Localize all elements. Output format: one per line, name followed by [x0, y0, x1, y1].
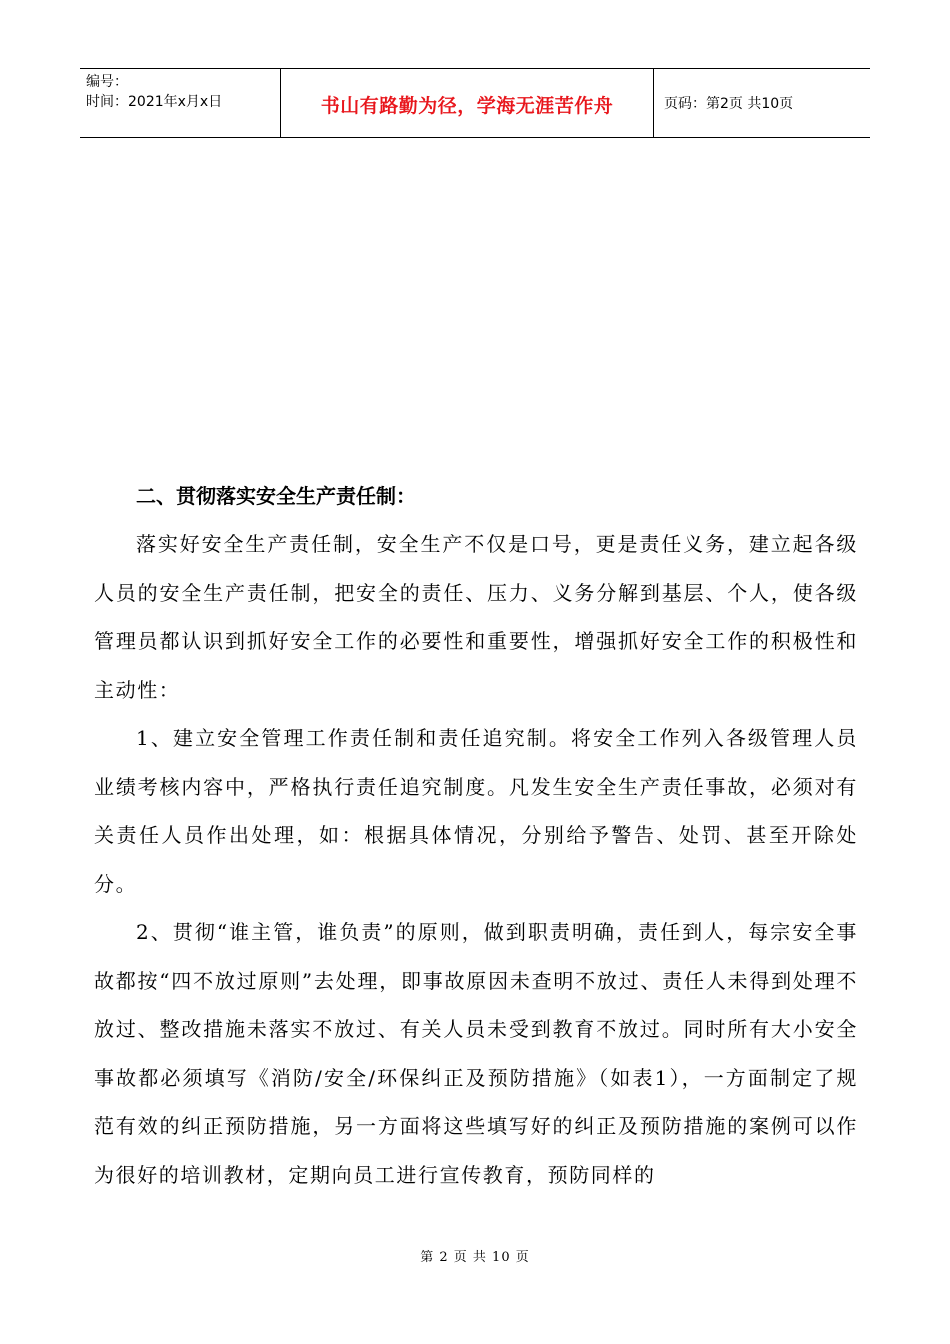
document-body — [94, 472, 858, 1199]
header-page-info-cell — [654, 69, 870, 137]
body-paragraph: 2、贯彻“谁主管，谁负责”的原则，做到职责明确，责任到人，每宗安全事故都按“四不放过原则”去处理，即事故原因未查明不放过、责任人未得到处理不放过、整改措施未落实不放过、有关人员未受到教育不放过。同时所有大小安全事故都必须填写《消防/安全/环保纠正及预防措施》（如表1），一方面制定了规范有效的纠正预防措施，另一方面将这些填写好的纠正及预防措施的案例可以作为很好的培训教材，定期向员工进行宣传教育，预防同样的 — [94, 920, 858, 1187]
document-time-label: 时间：2021年x月x日 — [86, 94, 223, 110]
header-motto: 书山有路勤为径，学海无涯苦作舟 — [320, 94, 614, 117]
header-motto-cell — [281, 69, 654, 137]
page-header — [80, 68, 870, 138]
page-footer: 第 2 页 共 10 页 — [420, 1250, 530, 1265]
header-meta — [80, 69, 281, 137]
document-number-label: 编号： — [86, 74, 128, 90]
section-heading: 二、贯彻落实安全生产责任制： — [136, 484, 416, 508]
body-paragraph: 1、建立安全管理工作责任制和责任追究制。将安全工作列入各级管理人员业绩考核内容中，严格执行责任追究制度。凡发生安全生产责任事故，必须对有关责任人员作出处理，如：根据具体情况，分别给予警告、处罚、甚至开除处分。 — [94, 726, 858, 896]
header-page-info: 页码：第2页 共10页 — [664, 96, 794, 112]
body-paragraph: 落实好安全生产责任制，安全生产不仅是口号，更是责任义务，建立起各级人员的安全生产责任制，把安全的责任、压力、义务分解到基层、个人，使各级管理员都认识到抓好安全工作的必要性和重要性，增强抓好安全工作的积极性和主动性： — [94, 532, 858, 702]
